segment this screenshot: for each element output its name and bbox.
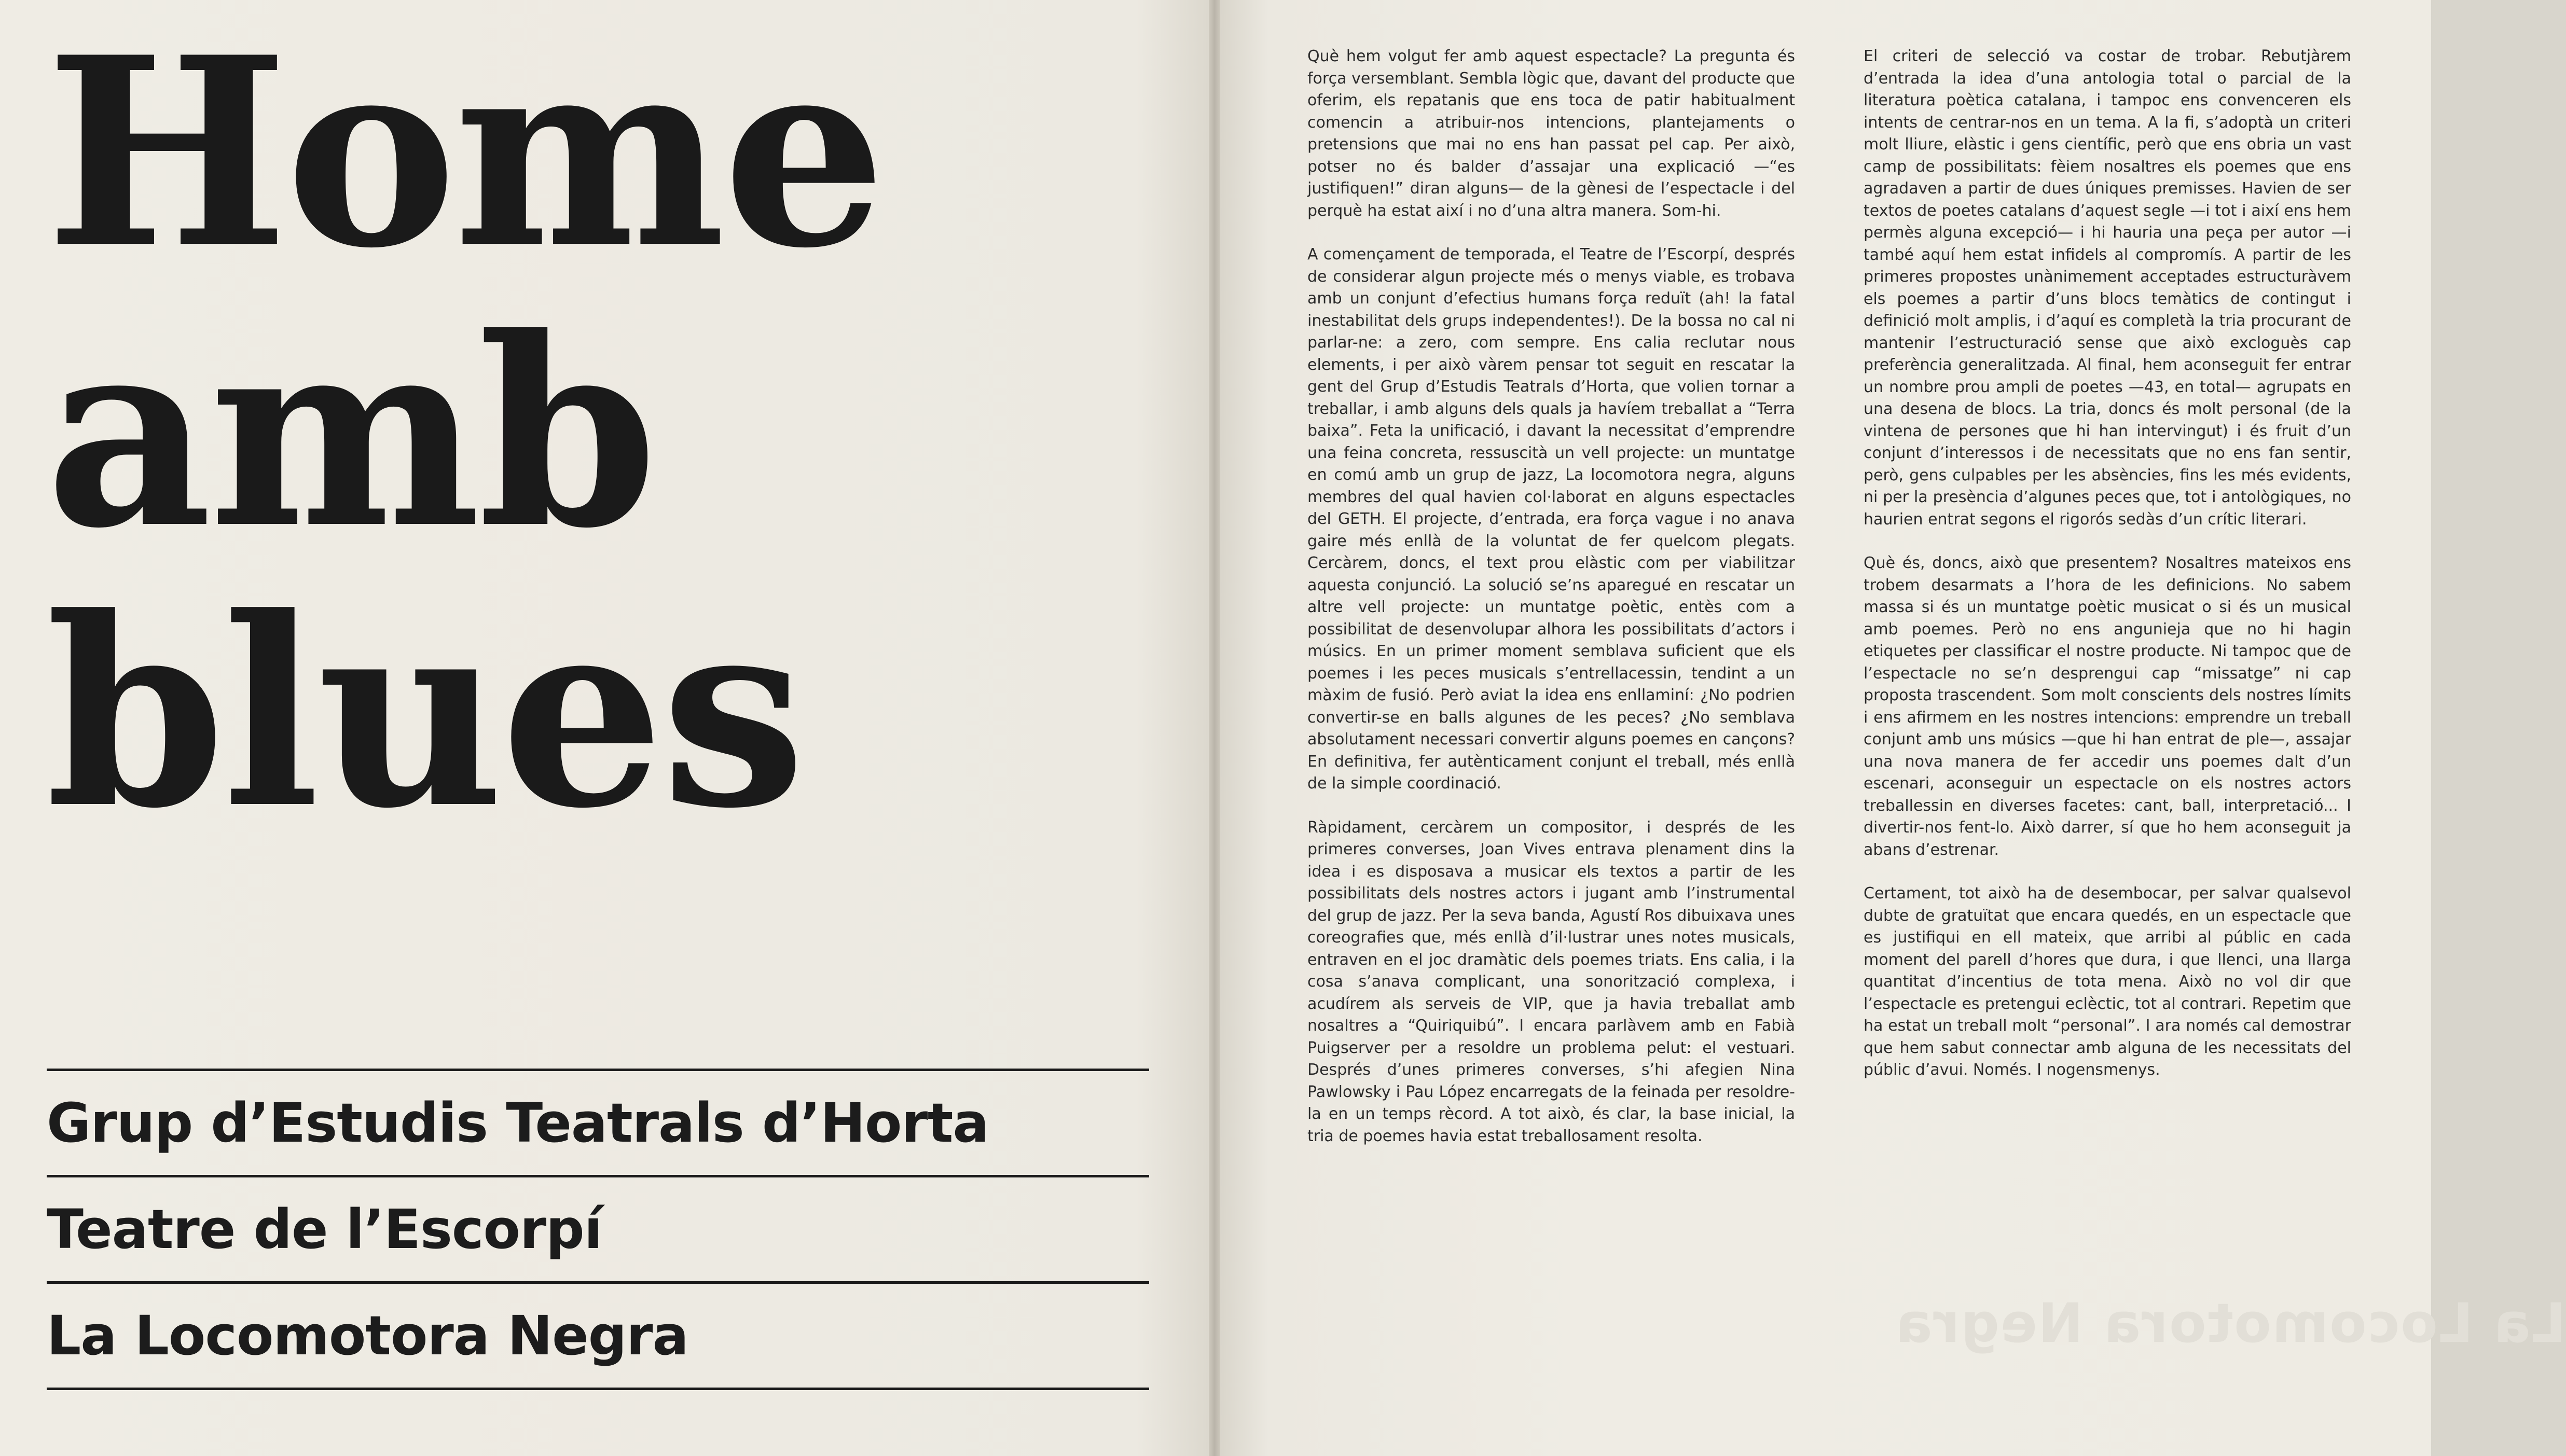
text-column-left bbox=[1307, 46, 1795, 1147]
article-page bbox=[1220, 0, 2566, 1456]
paragraph: Què hem volgut fer amb aquest espectacle? La pregunta és força versemblant. Sembla lògic que, davant del producte que oferim, els repatanis que ens toca de patir habitualment comencin a atribuir-nos intencions, plantejaments o pretensions que mai no ens han passat pel cap. Per això, potser no és balder d’assajar una explicació —“es justifiquen!” diran alguns— de la gènesi de l’espectacle i del perquè ha estat així i no d’una altra manera. Som-hi. bbox=[1307, 47, 1795, 220]
divider-rule bbox=[47, 1388, 1149, 1390]
paragraph: El criteri de selecció va costar de trobar. Rebutjàrem d’entrada la idea d’una antologia total o parcial de la literatura poètica catalana, i tampoc ens convenceren els intents de centrar-nos en un tema. A la fi, s’adoptà un criteri molt lliure, elàstic i gens científic, però que ens obria un vast camp de possibilitats: fèiem nosaltres els poemes que ens agradaven a partir de dues úniques premisses. Havien de ser textos de poetes catalans d’aquest segle —i tot i així ens hem permès alguna excepció— i hi hauria una peça per autor —i també aquí hem estat infidels al compromís. A partir de les primeres propostes unànimement acceptades estructuràvem els poemes a partir d’uns blocs temàtics de contingut i definició molt amplis, i d’aquí es completà la tria procurant de mantenir l’estructuració sense que això excloguès cap preferència generalitzada. Al final, hem aconseguit fer entrar un nombre prou ampli de poetes —43, en total— agrupats en una desena de blocs. La tria, doncs és molt personal (de la vintena de persones que hi han intervingut) i és fruit d’un conjunt d’interessos i de necessitats que no ens fan sentir, però, gens culpables per les absències, fins les més evidents, ni per la presència d’algunes peces que, tot i antològiques, no haurien entrat segons el rigorós sedàs d’un crític literari. bbox=[1864, 47, 2351, 529]
title-line-amb: amb bbox=[46, 281, 655, 585]
credit-locomotora-negra: La Locomotora Negra bbox=[47, 1304, 688, 1367]
title-line-home: Home bbox=[46, 1, 884, 305]
title-line-blues: blues bbox=[46, 561, 803, 865]
credit-grup-estudis: Grup d’Estudis Teatrals d’Horta bbox=[47, 1091, 989, 1155]
paragraph: A començament de temporada, el Teatre de l’Escorpí, després de considerar algun projecte més o menys viable, es trobava amb un conjunt d’efectius humans força reduït (ah! la fatal inestabilitat dels grups independentes!). De la bossa no cal ni parlar-ne: a zero, com sempre. Ens calia reclutar nous elements, i per això vàrem pensar tot seguit en rescatar la gent del Grup d’Estudis Teatrals d’Horta, que volien tornar a treballar, i amb alguns dels quals ja havíem treballat a “Terra baixa”. Feta la unificació, i davant la necessitat d’emprendre una feina concreta, ressuscità un vell projecte: un muntatge en comú amb un grup de jazz, La locomotora negra, alguns membres del qual havien col·laborat en alguns espectacles del GETH. El projecte, d’entrada, era força vague i no anava gaire més enllà de la voluntat de fer quelcom plegats. Cercàrem, doncs, el text prou elàstic com per viabilitzar aquesta conjunció. La solució se’ns aparegué en rescatar un altre vell projecte: un muntatge poètic, entès com a possibilitat de desenvolupar alhora les possibilitats d’actors i músics. En un primer moment semblava suficient que els poemes i les peces musicals s’entrellacessin, tendint a un màxim de fusió. Però aviat la idea ens enllaminí: ¿No podrien convertir-se en balls algunes de les peces? ¿No semblava absolutament necessari convertir alguns poemes en cançons? En definitiva, fer autènticament conjunt el treball, més enllà de la simple coordinació. bbox=[1307, 245, 1795, 793]
show-through-text: La Locomotora Negra bbox=[1895, 1292, 2566, 1355]
cover-title bbox=[46, 1, 1187, 865]
paragraph: Què és, doncs, això que presentem? Nosaltres mateixos ens trobem desarmats a l’hora de les definicions. No sabem massa si és un muntatge poètic musicat o si és un musical amb poemes. Però no ens angunieja que no hi hagin etiquetes per classificar el nostre producte. Ni tampoc que de l’espectacle no se’n desprengui cap “missatge” ni cap proposta trascendent. Som molt conscients dels nostres límits i ens afirmem en les nostres intencions: emprendre un treball conjunt amb uns músics —que hi han entrat de ple—, assajar una nova manera de fer accedir uns poemes dalt d’un escenari, aconseguir un espectacle on els nostres actors treballessin en diverses facetes: cant, ball, interpretació... I divertir-nos fent-lo. Això darrer, sí que ho hem aconseguit ja abans d’estrenar. bbox=[1864, 554, 2351, 859]
paragraph: Ràpidament, cercàrem un compositor, i després de les primeres converses, Joan Vives entrava plenament dins la idea i es disposava a musicar els textos a partir de les possibilitats dels nostres actors i jugant amb l’instrumental del grup de jazz. Per la seva banda, Agustí Ros dibuixava unes coreografies que, més enllà d’il·lustrar unes notes musicals, entraven en el joc dramàtic dels poemes triats. Ens calia, i la cosa s’anava complicant, una sonorització complexa, i acudírem als serveis de VIP, que ja havia treballat amb nosaltres a “Quiriquibú”. I encara parlàvem amb en Fabià Puigserver per a resoldre un problema pelut: el vestuari. Després d’unes primeres converses, s’hi afegien Nina Pawlowsky i Pau López encarregats de la feinada per resoldre-la en un temps rècord. A tot això, és clar, la base inicial, la tria de poemes havia estat treballosament resolta. bbox=[1307, 818, 1795, 1145]
paragraph: Certament, tot això ha de desembocar, per salvar qualsevol dubte de gratuïtat que encara quedés, en un espectacle que es justifiqui en ell mateix, que arribi al públic en cada moment del parell d’hores que dura, i que llenci, una llarga quantitat d’incentius de tota mena. Això no vol dir que l’espectacle es pretengui eclèctic, tot al contrari. Repetim que ha estat un treball molt “personal”. I ara només cal demostrar que hem sabut connectar amb alguna de les necessitats del públic d’avui. Només. I nogensmenys. bbox=[1864, 884, 2351, 1079]
credits-list bbox=[47, 1069, 1149, 1390]
page-gutter bbox=[1209, 0, 1220, 1456]
credit-teatre-escorpi: Teatre de l’Escorpí bbox=[47, 1198, 602, 1261]
cover-page bbox=[0, 0, 1209, 1456]
text-column-right bbox=[1864, 46, 2351, 1081]
